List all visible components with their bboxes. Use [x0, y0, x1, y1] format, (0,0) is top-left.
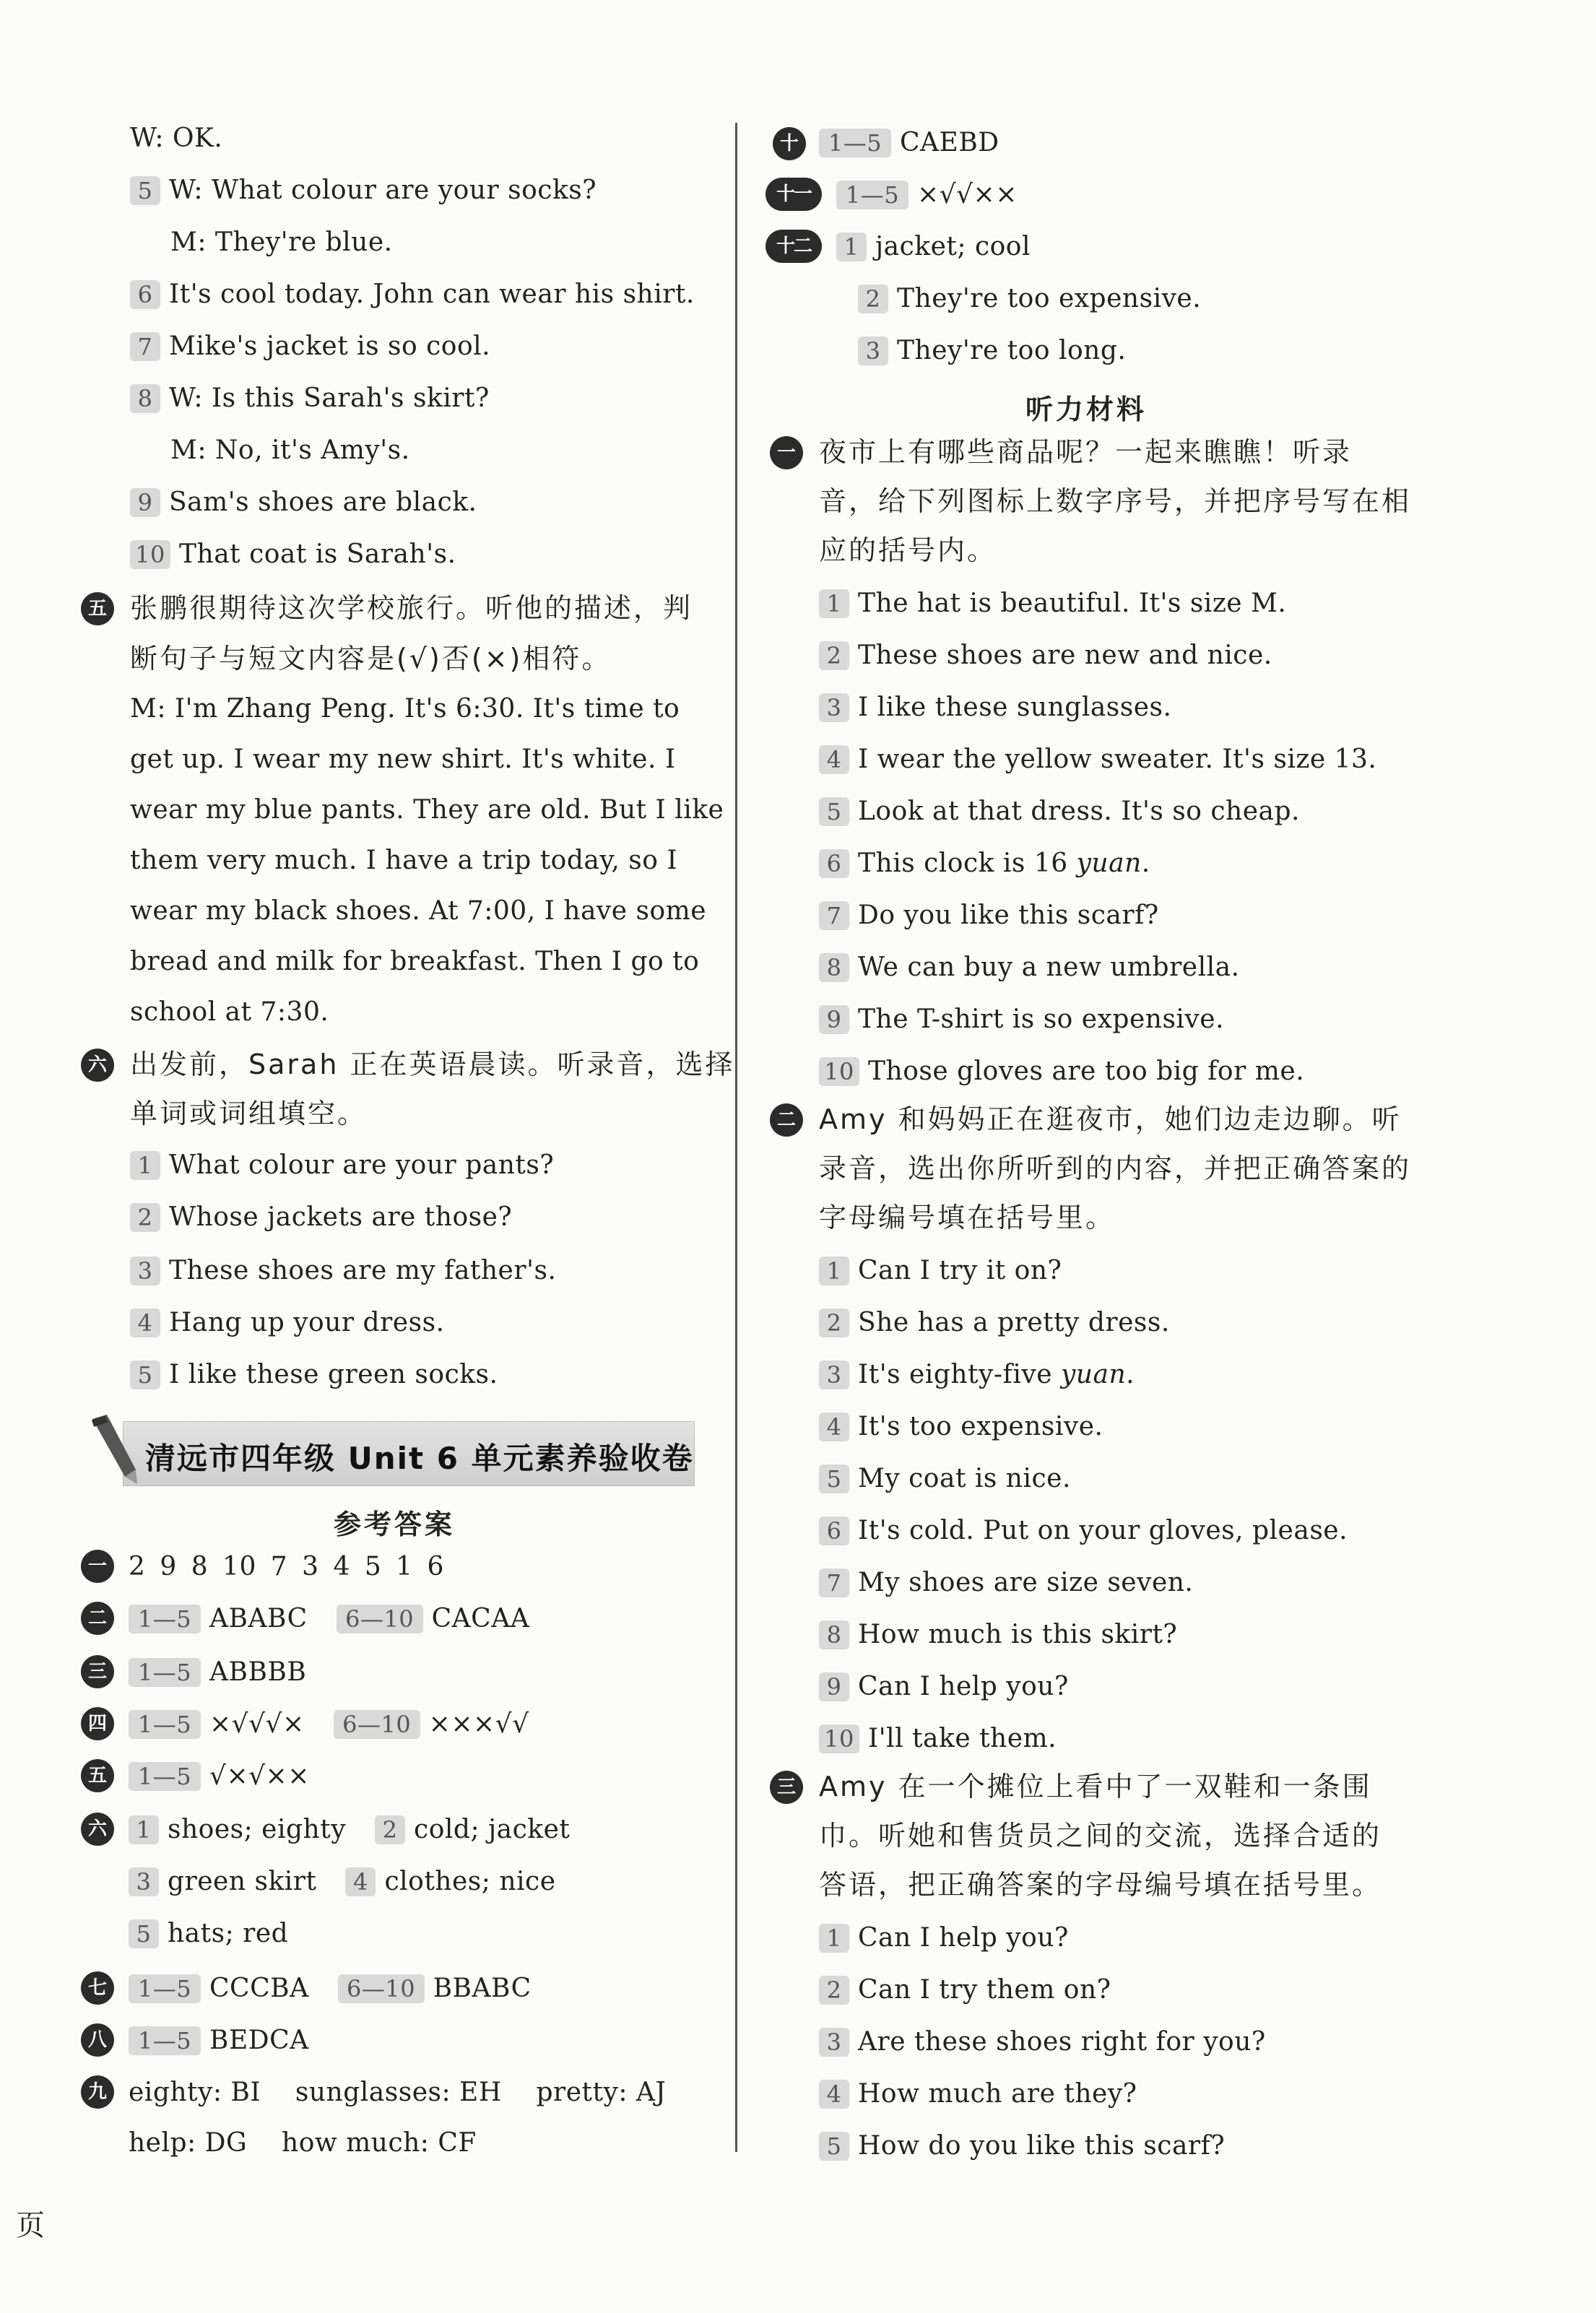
answer-line: 1—5 BEDCA	[129, 2026, 309, 2055]
answer-badge: 九	[81, 2075, 114, 2109]
passage-line: wear my blue pants. They are old. But I like	[130, 795, 724, 825]
answer-line: 3 green skirt 4 clothes; nice	[129, 1867, 556, 1896]
unit-banner	[123, 1421, 695, 1486]
answer-heading: 参考答案	[334, 1509, 456, 1540]
dialogue-line: M: They're blue.	[170, 227, 393, 257]
column-divider	[735, 123, 737, 2152]
list-item: 1 Can I help you?	[819, 1924, 1069, 1953]
section-instruction: 巾。听她和售货员之间的交流，选择合适的	[819, 1820, 1382, 1852]
passage-line: bread and milk for breakfast. Then I go to	[130, 947, 700, 976]
answer-badge: 三	[81, 1655, 114, 1688]
answer-line: eighty: BI sunglasses: EH pretty: AJ	[129, 2078, 667, 2107]
answer-line: 1—5 √×√××	[129, 1762, 310, 1791]
answer-badge: 十二	[766, 230, 822, 263]
passage-line: them very much. I have a trip today, so I	[130, 846, 678, 875]
page-footer: 页	[16, 2209, 45, 2242]
dialogue-line: 6 It's cool today. John can wear his shirt.	[130, 280, 695, 309]
list-item: 4 I wear the yellow sweater. It's size 13.	[819, 745, 1376, 774]
dialogue-line: 10 That coat is Sarah's.	[130, 540, 456, 569]
list-item: 1 Can I try it on?	[819, 1257, 1062, 1285]
section-badge: 三	[770, 1771, 803, 1804]
list-item: 6 This clock is 16 yuan.	[819, 849, 1150, 878]
list-item: 2 Can I try them on?	[819, 1976, 1111, 2005]
dialogue-line: W: OK.	[130, 123, 223, 153]
list-item: 2 These shoes are new and nice.	[819, 641, 1272, 670]
passage-line: school at 7:30.	[130, 997, 329, 1027]
list-item: 4 How much are they?	[819, 2080, 1137, 2109]
section-badge: 五	[81, 592, 114, 625]
passage-line: wear my black shoes. At 7:00, I have some	[130, 896, 707, 926]
list-item: 5 Look at that dress. It's so cheap.	[819, 797, 1300, 826]
answer-line: 1 shoes; eighty 2 cold; jacket	[129, 1815, 570, 1844]
dialogue-line: M: No, it's Amy's.	[170, 435, 410, 465]
list-item: 7 Do you like this scarf?	[819, 901, 1159, 930]
section-instruction: 字母编号填在括号里。	[819, 1202, 1116, 1233]
answer-line: 1—5 ×√√××	[836, 181, 1018, 209]
dialogue-line: 7 Mike's jacket is so cool.	[130, 332, 490, 361]
list-item: 1 What colour are your pants?	[130, 1151, 554, 1180]
list-item: 10 Those gloves are too big for me.	[819, 1057, 1304, 1086]
section-badge: 二	[770, 1103, 803, 1137]
list-item: 9 Can I help you?	[819, 1672, 1069, 1701]
answer-line: 1—5 ×√√√× 6—10 ×××√√	[129, 1710, 529, 1739]
list-item: 7 My shoes are size seven.	[819, 1568, 1193, 1597]
answer-badge: 五	[81, 1759, 114, 1792]
answer-badge: 十一	[766, 178, 822, 211]
answer-badge: 一	[81, 1550, 114, 1583]
section-instruction: Amy 在一个摊位上看中了一双鞋和一条围	[819, 1771, 1372, 1802]
section-instruction: 出发前，Sarah 正在英语晨读。听录音，选择	[130, 1049, 735, 1080]
list-item: 10 I'll take them.	[819, 1724, 1057, 1753]
list-item: 3 I like these sunglasses.	[819, 693, 1171, 722]
answer-badge: 二	[81, 1602, 114, 1635]
list-item: 5 My coat is nice.	[819, 1464, 1071, 1493]
list-item: 2 Whose jackets are those?	[130, 1203, 512, 1232]
answer-line: 2 9 8 10 7 3 4 5 1 6	[129, 1552, 444, 1581]
dialogue-line: 5 W: What colour are your socks?	[130, 176, 597, 205]
list-item: 6 It's cold. Put on your gloves, please.	[819, 1516, 1348, 1545]
section-instruction: 断句子与短文内容是(√)否(×)相符。	[130, 643, 612, 674]
list-item: 2 She has a pretty dress.	[819, 1309, 1170, 1337]
answer-badge: 六	[81, 1813, 114, 1846]
section-instruction: 单词或词组填空。	[130, 1098, 368, 1129]
banner-title: 清远市四年级 Unit 6 单元素养验收卷	[145, 1441, 694, 1476]
section-badge: 六	[81, 1049, 114, 1082]
answer-line: 1—5 ABBBB	[129, 1658, 306, 1687]
answer-line: 5 hats; red	[129, 1919, 288, 1948]
list-item: 4 Hang up your dress.	[130, 1309, 445, 1337]
section-instruction: 录音，选出你所听到的内容，并把正确答案的	[819, 1153, 1412, 1184]
list-item: 5 How do you like this scarf?	[819, 2132, 1225, 2161]
section-instruction: 音，给下列图标上数字序号，并把序号写在相	[819, 485, 1412, 517]
answer-line: help: DG how much: CF	[129, 2128, 477, 2158]
section-instruction: 答语，把正确答案的字母编号填在括号里。	[819, 1869, 1382, 1901]
section-instruction: 应的括号内。	[819, 534, 997, 566]
answer-badge: 十	[773, 127, 806, 160]
answer-line: 1—5 CAEBD	[819, 129, 999, 157]
list-item: 3 It's eighty-five yuan.	[819, 1361, 1135, 1389]
dialogue-line: 8 W: Is this Sarah's skirt?	[130, 384, 490, 413]
dialogue-line: 9 Sam's shoes are black.	[130, 488, 477, 517]
answer-badge: 八	[81, 2023, 114, 2057]
listening-heading: 听力材料	[1025, 394, 1148, 425]
section-instruction: 夜市上有哪些商品呢？一起来瞧瞧！听录	[819, 436, 1353, 468]
list-item: 5 I like these green socks.	[130, 1361, 498, 1389]
list-item: 3 These shoes are my father's.	[130, 1257, 556, 1285]
section-badge: 一	[770, 436, 803, 469]
section-instruction: Amy 和妈妈正在逛夜市，她们边走边聊。听	[819, 1103, 1402, 1135]
list-item: 8 We can buy a new umbrella.	[819, 953, 1240, 982]
section-instruction: 张鹏很期待这次学校旅行。听他的描述，判	[130, 592, 693, 624]
answer-line: 1—5 CCCBA 6—10 BBABC	[129, 1974, 532, 2003]
answer-line: 2 They're too expensive.	[858, 285, 1201, 313]
pen-icon	[85, 1412, 143, 1491]
answer-line: 1—5 ABABC 6—10 CACAA	[129, 1605, 529, 1633]
list-item: 4 It's too expensive.	[819, 1412, 1103, 1441]
list-item: 3 Are these shoes right for you?	[819, 2028, 1266, 2057]
answer-line: 3 They're too long.	[858, 337, 1126, 365]
list-item: 8 How much is this skirt?	[819, 1620, 1177, 1649]
passage-line: M: I'm Zhang Peng. It's 6:30. It's time to	[130, 694, 680, 724]
answer-badge: 七	[81, 1971, 114, 2005]
list-item: 1 The hat is beautiful. It's size M.	[819, 589, 1286, 618]
list-item: 9 The T-shirt is so expensive.	[819, 1005, 1224, 1034]
passage-line: get up. I wear my new shirt. It's white. I	[130, 745, 676, 774]
answer-badge: 四	[81, 1707, 114, 1740]
answer-line: 1 jacket; cool	[836, 233, 1031, 261]
